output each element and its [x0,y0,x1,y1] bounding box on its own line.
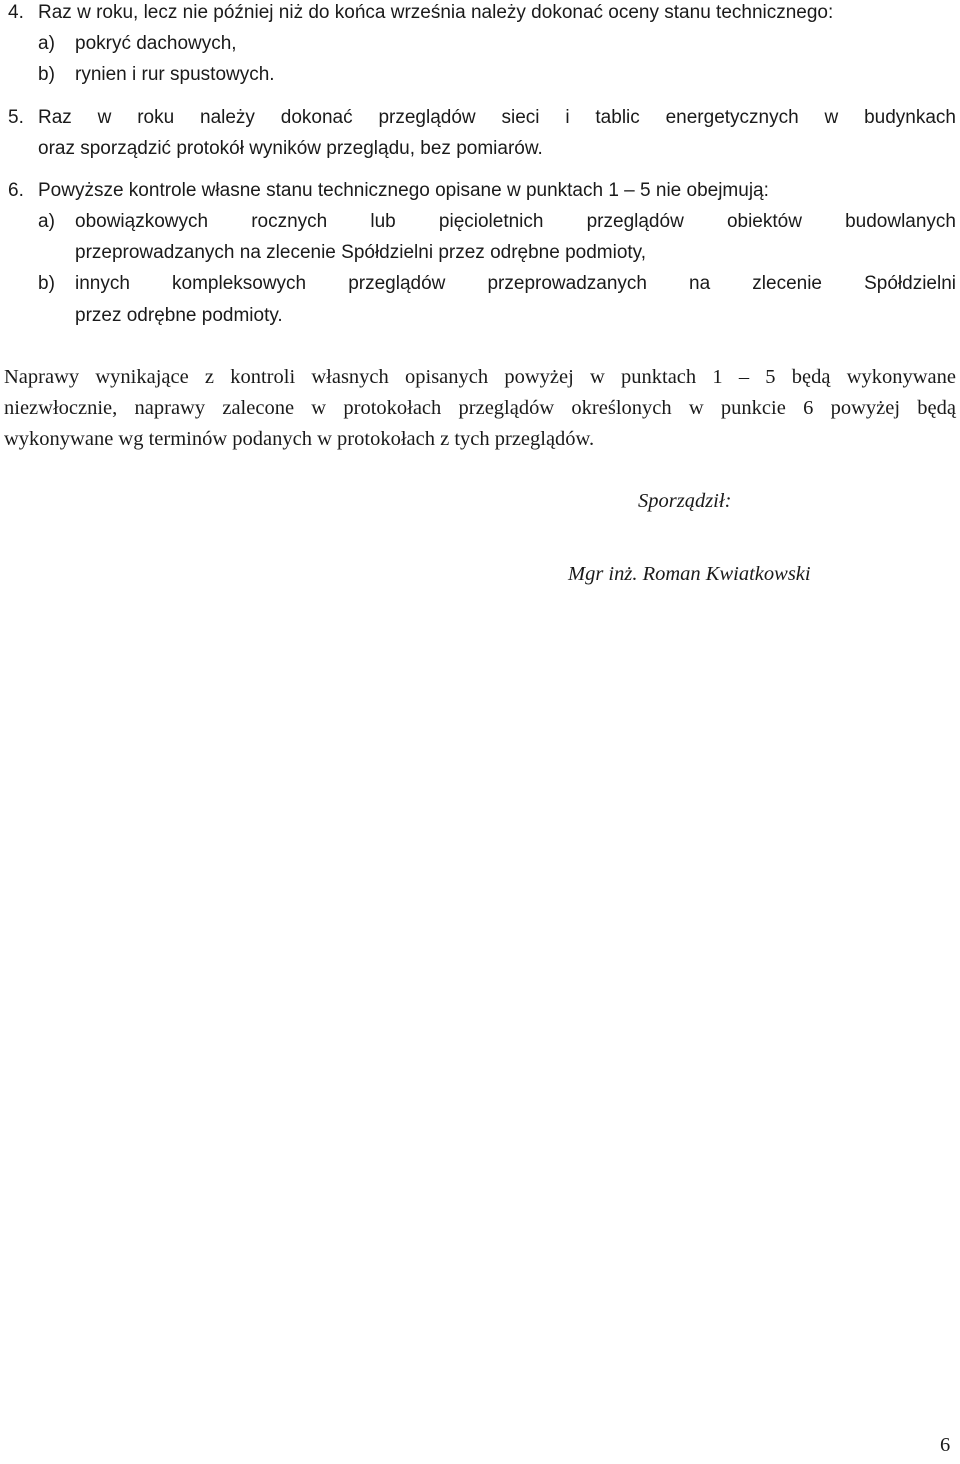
item-6-number: 6. [8,180,24,201]
item-4-number: 4. [8,2,24,23]
item-4b-label: b) [38,64,55,85]
item-5-line1 [38,107,956,129]
item-6b-line1: innych kompleksowych przeglądów przeprowadzanych na zlecenie Spółdzielni [75,273,956,294]
item-6a-line1: obowiązkowych rocznych lub pięcioletnich przeglądów obiektów budowlanych [75,211,956,232]
item-6a-line2: przeprowadzanych na zlecenie Spółdzielni przez odrębne podmioty, [75,242,647,263]
item-4a-text: pokryć dachowych, [75,33,237,54]
item-4a-label: a) [38,33,55,54]
item-4b-text: rynien i rur spustowych. [75,64,275,85]
item-6b-label: b) [38,273,55,294]
repairs-line3: wykonywane wg terminów podanych w protokołach z tych przeglądów. [4,428,595,450]
item-6b-line2: przez odrębne podmioty. [75,305,283,326]
item-6-text: Powyższe kontrole własne stanu technicznego opisane w punktach 1 – 5 nie obejmują: [38,180,769,201]
item-5-line1-text: Raz w roku należy dokonać przeglądów sieci i tablic energetycznych w budynkach [38,107,956,128]
signature-name: Mgr inż. Roman Kwiatkowski [568,563,811,585]
page-number: 6 [940,1434,951,1456]
item-6a-label: a) [38,211,55,232]
repairs-line2: niezwłocznie, naprawy zalecone w protokołach przeglądów określonych w punkcie 6 powyżej będą [4,397,956,419]
signature-label: Sporządził: [638,490,732,512]
item-5-line2: oraz sporządzić protokół wyników przeglądu, bez pomiarów. [38,138,543,159]
repairs-line1: Naprawy wynikające z kontroli własnych opisanych powyżej w punktach 1 – 5 będą wykonywane [4,366,956,388]
item-5-number: 5. [8,107,24,128]
item-4-text: Raz w roku, lecz nie później niż do końca września należy dokonać oceny stanu technicznego: [38,2,834,23]
